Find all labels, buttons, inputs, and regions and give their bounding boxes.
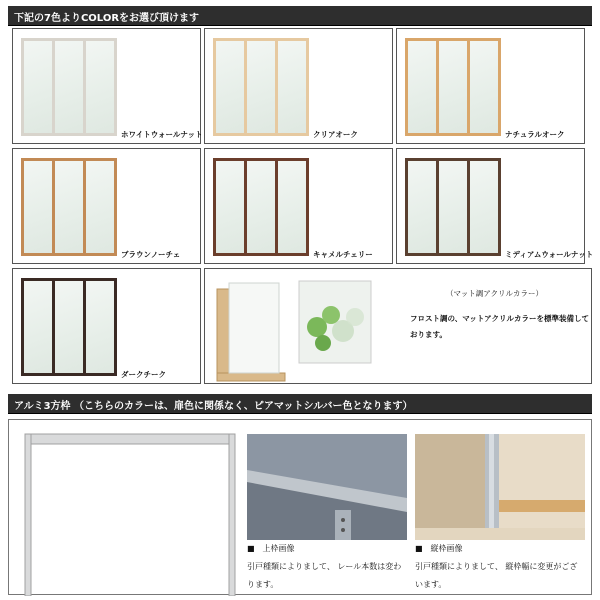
door-panel — [470, 41, 498, 133]
door-panel — [278, 161, 306, 253]
door-sample — [21, 38, 117, 136]
section-title-frame: アルミ3方枠 （こちらのカラーは、扉色に関係なく、ピアマットシルバー色となります） — [14, 401, 413, 412]
door-panel — [55, 281, 83, 373]
color-swatch — [204, 148, 393, 264]
door-sample — [21, 278, 117, 376]
door-panel — [55, 161, 83, 253]
door-panel — [247, 161, 275, 253]
section-header-colors — [8, 6, 592, 26]
color-swatch — [12, 268, 201, 384]
color-name: ダークチーク — [121, 370, 166, 379]
door-panel — [408, 41, 436, 133]
door-sample — [21, 158, 117, 256]
aluminum-frame-box — [8, 419, 592, 595]
section-header-frame — [8, 394, 592, 414]
door-panel — [470, 161, 498, 253]
door-sample — [405, 38, 501, 136]
door-panel — [86, 161, 114, 253]
door-panel — [247, 41, 275, 133]
door-panel — [86, 281, 114, 373]
door-panel — [216, 161, 244, 253]
color-name: クリアオーク — [313, 130, 358, 139]
door-panel — [408, 161, 436, 253]
door-panel — [24, 161, 52, 253]
door-panel — [86, 41, 114, 133]
color-swatch — [204, 28, 393, 144]
matte-title: （マット調アクリルカラー） — [446, 289, 543, 298]
color-name: ブラウンノーチェ — [121, 250, 181, 259]
door-sample — [213, 38, 309, 136]
door-panel — [24, 41, 52, 133]
color-swatch — [396, 28, 585, 144]
matte-description: フロスト調の、マットアクリルカラーを標準装備しております。 — [410, 314, 589, 339]
color-swatch — [396, 148, 594, 264]
side-frame-caption-title: ■ 縦枠画像 — [415, 544, 463, 553]
door-panel — [24, 281, 52, 373]
door-panel — [278, 41, 306, 133]
door-panel — [216, 41, 244, 133]
section-title: 下記の7色よりCOLORをお選び頂けます — [14, 13, 200, 24]
color-swatch — [12, 148, 201, 264]
door-panel — [55, 41, 83, 133]
color-swatch — [12, 28, 201, 144]
door-sample — [405, 158, 501, 256]
upper-frame-caption-title: ■ 上枠画像 — [247, 544, 295, 553]
color-name: ナチュラルオーク — [505, 130, 565, 139]
upper-frame-caption-body: 引戸種類によりまして、 レール本数は変わります。 — [247, 562, 402, 589]
color-name: ミディアムウォールナット — [505, 250, 594, 259]
door-panel — [439, 161, 467, 253]
color-name: キャメルチェリー — [313, 250, 373, 259]
side-frame-caption-body: 引戸種類によりまして、 縦枠幅に変更がございます。 — [415, 562, 578, 589]
door-panel — [439, 41, 467, 133]
door-sample — [213, 158, 309, 256]
color-name: ホワイトウォールナット — [121, 130, 203, 139]
